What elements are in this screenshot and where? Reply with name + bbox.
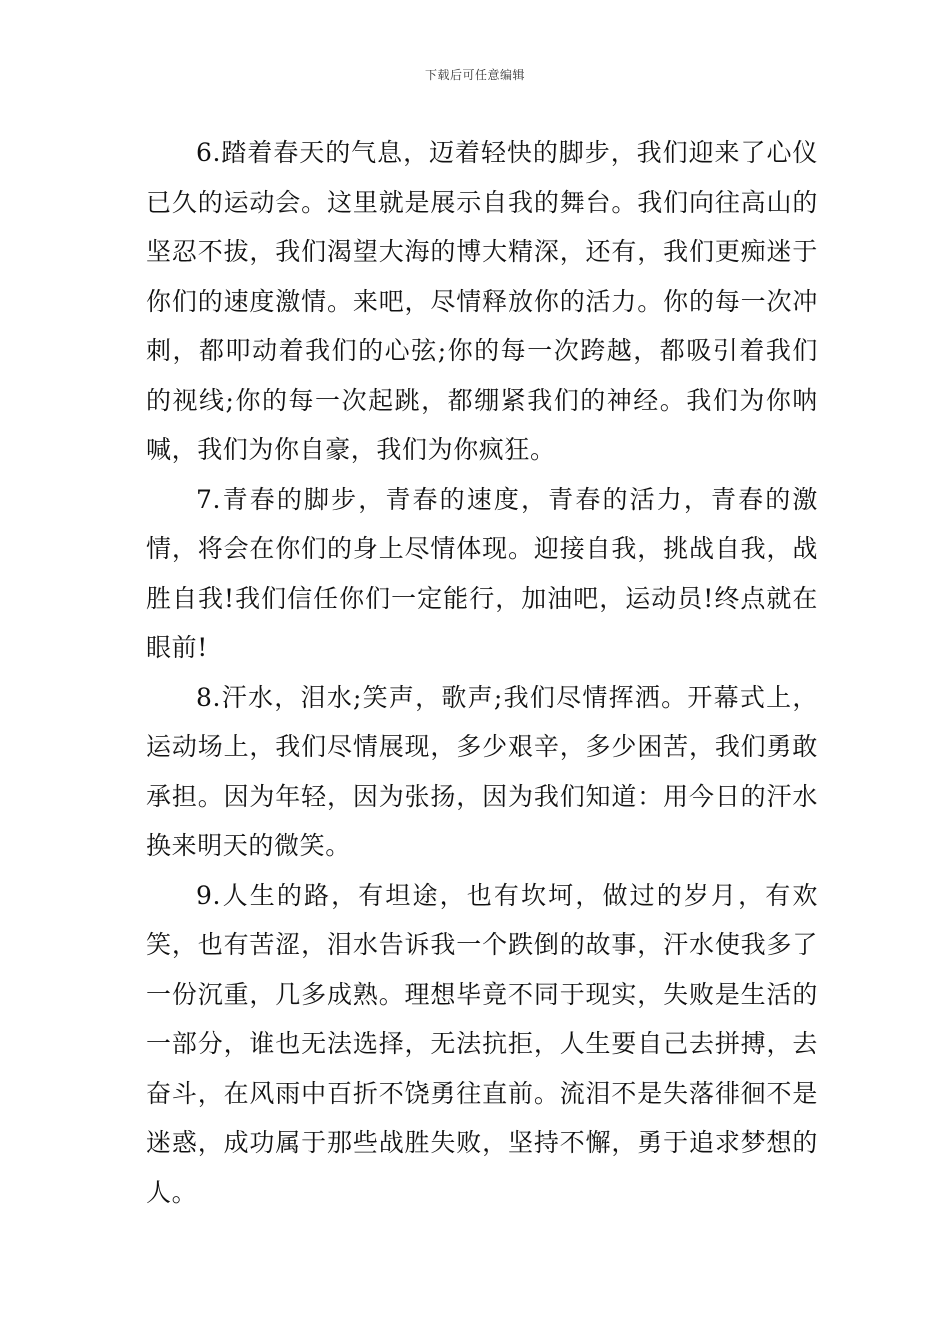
paragraph-7: 7.青春的脚步，青春的速度，青春的活力，青春的激情，将会在你们的身上尽情体现。迎接自我，挑战自我，战胜自我!我们信任你们一定能行，加油吧，运动员!终点就在眼前!: [146, 484, 818, 662]
paragraph-6: 6.踏着春天的气息，迈着轻快的脚步，我们迎来了心仪已久的运动会。这里就是展示自我的舞台。我们向往高山的坚忍不拔，我们渴望大海的博大精深，还有，我们更痴迷于你们的速度激情。来吧，尽情释放你的活力。你的每一次冲刺，都叩动着我们的心弦;你的每一次跨越，都吸引着我们的视线;你的每一次起跳，都绷紧我们的神经。我们为你呐喊，我们为你自豪，我们为你疯狂。: [146, 138, 818, 464]
header-note: 下载后可任意编辑: [424, 68, 525, 82]
paragraph-8: 8.汗水，泪水;笑声，歌声;我们尽情挥洒。开幕式上，运动场上，我们尽情展现，多少艰辛，多少困苦，我们勇敢承担。因为年轻，因为张扬，因为我们知道：用今日的汗水换来明天的微笑。: [146, 682, 818, 860]
document-body: [146, 128, 818, 1217]
paragraph-9: 9.人生的路，有坦途，也有坎坷，做过的岁月，有欢笑，也有苦涩，泪水告诉我一个跌倒的故事，汗水使我多了一份沉重，几多成熟。理想毕竟不同于现实，失败是生活的一部分，谁也无法选择，无法抗拒，人生要自己去拼搏，去奋斗，在风雨中百折不饶勇往直前。流泪不是失落徘徊不是迷惑，成功属于那些战胜失败，坚持不懈，勇于追求梦想的人。: [146, 880, 818, 1207]
